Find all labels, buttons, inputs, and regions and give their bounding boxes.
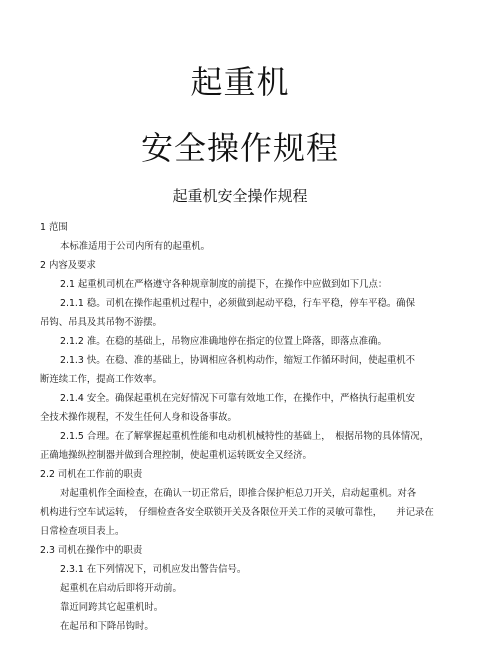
- document-body: [40, 218, 440, 636]
- text-line: 2.2 司机在工作前的职责: [40, 469, 143, 480]
- text-line: 正确地操纵控制器并做到合理控制，使起重机运转既安全又经济。: [40, 450, 312, 461]
- text-line: 2.3.1 在下列情况下，司机应发出警告信号。: [60, 564, 247, 575]
- text-line: 吊钩、吊具及其吊物不游摆。: [40, 317, 162, 328]
- text-line: 2 内容及要求: [40, 260, 96, 271]
- text-line: 对起重机作全面检查，在确认一切正常后，即推合保护柜总刀开关，启动起重机。对各: [60, 488, 417, 499]
- text-line: 1 范围: [40, 222, 68, 233]
- text-line: 在起吊和下降吊钩时。: [60, 621, 154, 632]
- document-title: 起重机: [190, 63, 290, 101]
- text-line: 起重机在启动后即将开动前。: [60, 583, 182, 594]
- text-line: 2.1.5 合理。在了解掌握起重机性能和电动机机械特性的基础上， 根据吊物的具体情况，: [60, 431, 430, 442]
- text-line: 2.1.1 稳。司机在操作起重机过程中，必须做到起动平稳，行车平稳，停车平稳。确保: [60, 298, 415, 309]
- text-line: 机构进行空车试运转， 仔细检查各安全联锁开关及各限位开关工作的灵敏可靠性， 并记录在: [40, 507, 434, 518]
- text-line: 2.1 起重机司机在严格遵守各种规章制度的前提下，在操作中应做到如下几点：: [60, 279, 388, 290]
- text-line: 靠近同跨其它起重机时。: [60, 602, 164, 613]
- document-subtitle: 安全操作规程: [140, 129, 339, 167]
- text-line: 2.1.4 安全。确保起重机在完好情况下可靠有效地工作，在操作中，严格执行起重机安: [60, 393, 415, 404]
- text-line: 2.3 司机在操作中的职责: [40, 545, 143, 556]
- text-line: 2.1.2 准。在稳的基础上，吊物应准确地停在指定的位置上降落，即落点准确。: [60, 336, 387, 347]
- text-line: 本标准适用于公司内所有的起重机。: [60, 241, 211, 252]
- text-line: 断连续工作，提高工作效率。: [40, 374, 162, 385]
- text-line: 日常检查项目表上。: [40, 526, 125, 537]
- text-line: 全技术操作规程，不发生任何人身和设备事故。: [40, 412, 237, 423]
- text-line: 2.1.3 快。在稳、准的基础上，协调相应各机构动作，缩短工作循环时间，使起重机不: [60, 355, 415, 366]
- section-heading: 起重机安全操作规程: [172, 187, 308, 205]
